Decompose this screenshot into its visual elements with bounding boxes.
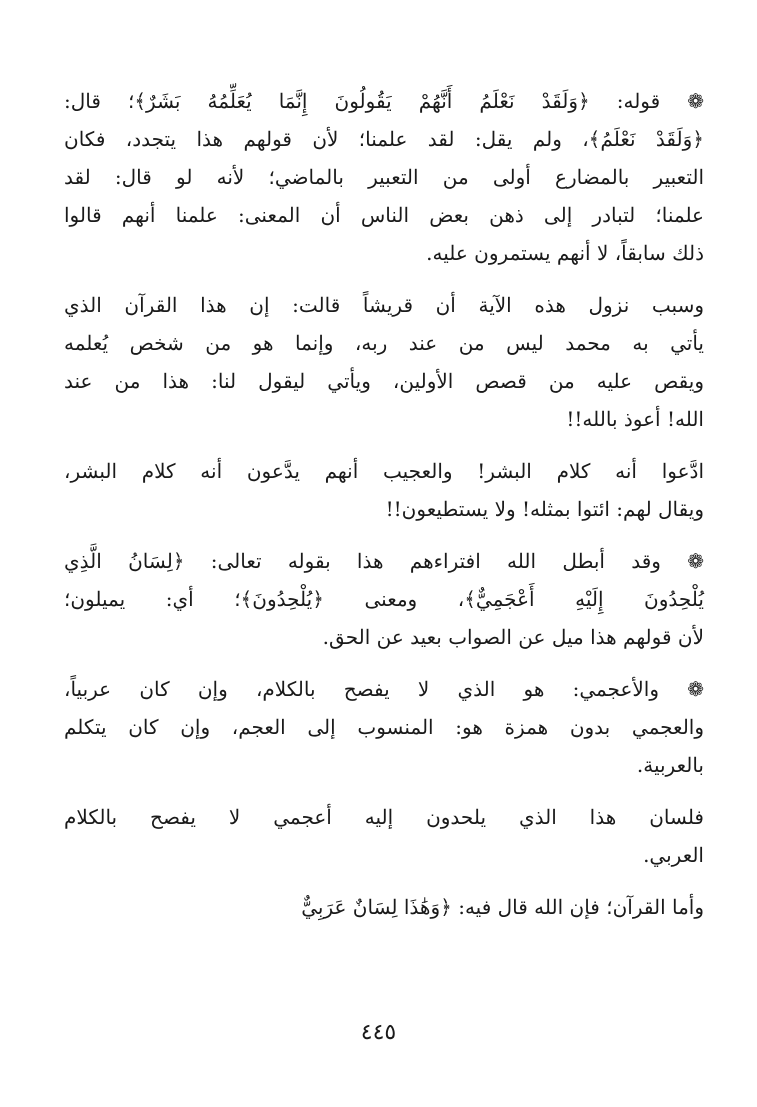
text-line: العربي.	[643, 843, 704, 867]
text-line: بالعربية.	[636, 753, 704, 777]
paragraph-1	[64, 82, 704, 272]
paragraph-5	[64, 670, 704, 784]
text-line: ادَّعوا أنه كلام البشر! والعجيب أنهم يدَّعون أنه كلام البشر،	[64, 459, 704, 483]
text-line: ❁ وقد أبطل الله افتراءهم هذا بقوله تعالى: ﴿لِسَانُ الَّذِي	[64, 549, 704, 573]
text-line: يُلْحِدُونَ إِلَيْهِ أَعْجَمِيٌّ﴾، ومعنى ﴿يُلْحِدُونَ﴾؛ أي: يميلون؛	[64, 587, 704, 611]
text-line: علمنا؛ لتبادر إلى ذهن بعض الناس أن المعنى: علمنا أنهم قالوا	[64, 203, 704, 227]
text-line: وأما القرآن؛ فإن الله قال فيه: ﴿وَهَٰذَا لِسَانٌ عَرَبِيٌّ	[301, 895, 704, 919]
text-line: ويقص عليه من قصص الأولين، ويأتي ليقول لنا: هذا من عند	[64, 369, 704, 393]
text-line: والعجمي بدون همزة هو: المنسوب إلى العجم، وإن كان يتكلم	[64, 715, 704, 739]
text-line: ويقال لهم: ائتوا بمثله! ولا يستطيعون!!	[385, 497, 704, 521]
text-line: التعبير بالمضارع أولى من التعبير بالماضي؛ لأنه لو قال: لقد	[64, 165, 704, 189]
paragraph-6	[64, 798, 704, 874]
page-number: ٤٤٥	[360, 1020, 397, 1045]
paragraph-4	[64, 542, 704, 656]
paragraph-2	[64, 286, 704, 438]
page-body	[64, 82, 704, 940]
text-line: ذلك سابقاً، لا أنهم يستمرون عليه.	[426, 241, 704, 265]
text-line: لأن قولهم هذا ميل عن الصواب بعيد عن الحق.	[322, 625, 704, 649]
paragraph-7	[64, 888, 704, 926]
text-line: يأتي به محمد ليس من عند ربه، وإنما هو من شخص يُعلمه	[64, 331, 704, 355]
text-line: الله! أعوذ بالله!!	[566, 407, 704, 431]
text-line: ﴿وَلَقَدْ نَعْلَمُ﴾، ولم يقل: لقد علمنا؛ لأن قولهم هذا يتجدد، فكان	[64, 127, 704, 151]
paragraph-3	[64, 452, 704, 528]
text-line: ❁ والأعجمي: هو الذي لا يفصح بالكلام، وإن كان عربياً،	[64, 677, 704, 701]
text-line: فلسان هذا الذي يلحدون إليه أعجمي لا يفصح بالكلام	[64, 805, 704, 829]
text-line: ❁ قوله: ﴿وَلَقَدْ نَعْلَمُ أَنَّهُمْ يَقُولُونَ إِنَّمَا يُعَلِّمُهُ بَشَرٌ﴾؛ قال:	[64, 89, 704, 113]
text-line: وسبب نزول هذه الآية أن قريشاً قالت: إن هذا القرآن الذي	[64, 293, 704, 317]
